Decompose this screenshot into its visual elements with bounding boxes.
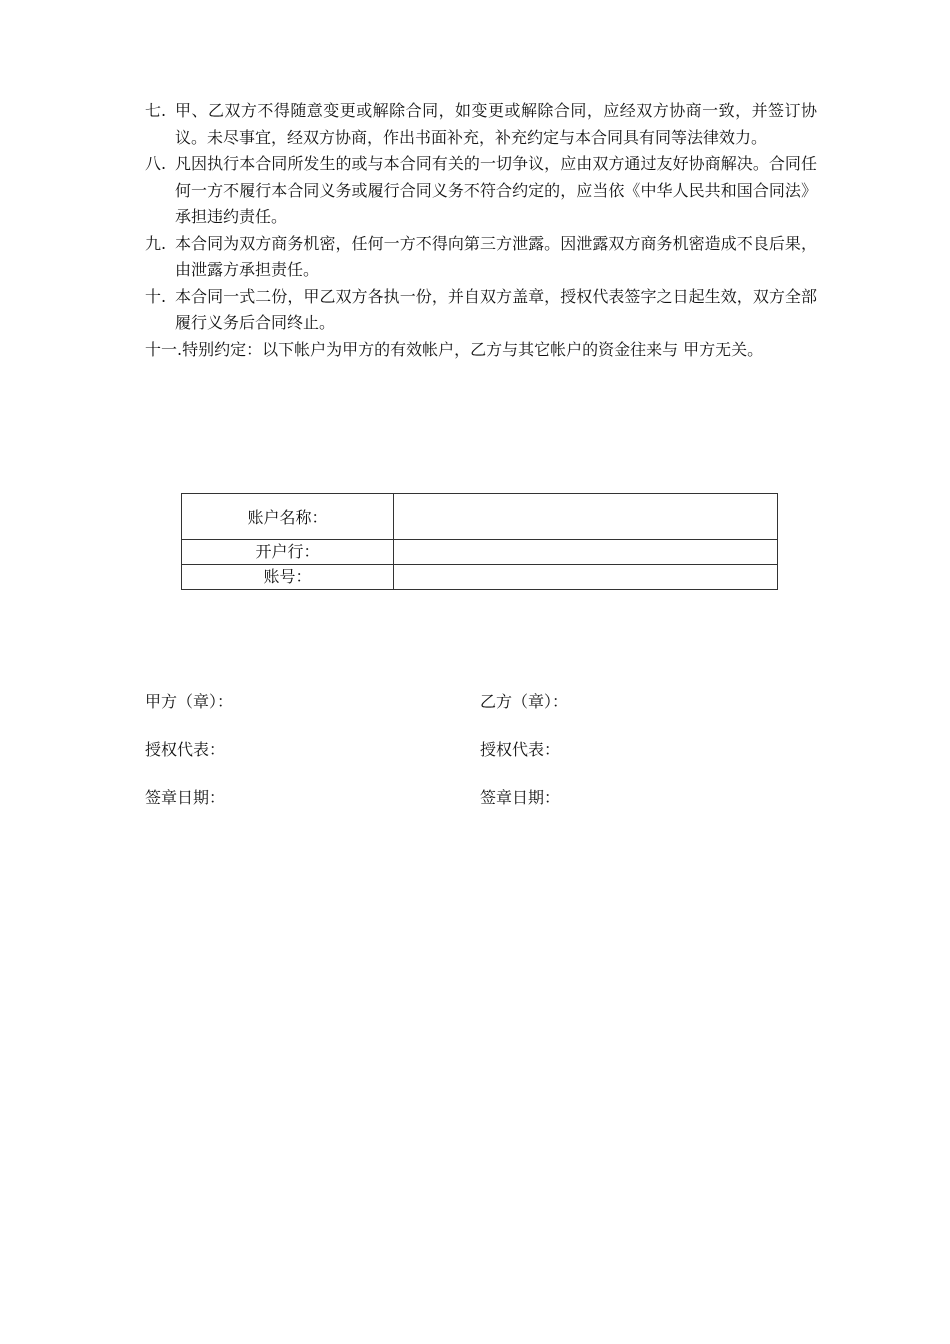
party-a-date-label: 签章日期： — [145, 788, 226, 807]
clause-8 — [145, 151, 817, 231]
contract-clauses — [145, 98, 817, 363]
party-b-date-label: 签章日期： — [480, 788, 561, 807]
party-b-rep-label: 授权代表： — [480, 740, 561, 759]
account-number-value — [394, 565, 778, 590]
clause-text: 甲、乙双方不得随意变更或解除合同，如变更或解除合同，应经双方协商一致，并签订协议。未尽事宜，经双方协商，作出书面补充，补充约定与本合同具有同等法律效力。 — [175, 101, 817, 147]
clause-text: 本合同一式二份，甲乙双方各执一份，并自双方盖章，授权代表签字之日起生效，双方全部履行义务后合同终止。 — [175, 286, 817, 332]
clause-number: 十. — [145, 286, 167, 306]
clause-7 — [145, 98, 817, 151]
clause-number: 八. — [145, 154, 167, 173]
table-row — [182, 565, 778, 590]
clause-10 — [145, 284, 817, 337]
account-name-value — [394, 494, 778, 540]
table-row — [182, 540, 778, 565]
party-b-seal-label: 乙方（章）： — [480, 692, 569, 711]
clause-text: 凡因执行本合同所发生的或与本合同有关的一切争议，应由双方通过友好协商解决。合同任何一方不履行本合同义务或履行合同义务不符合约定的，应当依《中华人民共和国合同法》承担违约责任。 — [175, 154, 817, 226]
bank-label: 开户行： — [182, 540, 394, 565]
table-row — [182, 494, 778, 540]
clause-text: 特别约定：以下帐户为甲方的有效帐户，乙方与其它帐户的资金往来与 甲方无关。 — [182, 339, 764, 359]
party-a-seal-label: 甲方（章）： — [145, 692, 234, 711]
clause-text: 本合同为双方商务机密，任何一方不得向第三方泄露。因泄露双方商务机密造成不良后果，由泄露方承担责任。 — [175, 233, 817, 279]
clause-9 — [145, 231, 817, 284]
clause-number: 九. — [145, 233, 167, 253]
account-table — [181, 493, 778, 590]
account-name-label: 账户名称： — [182, 494, 394, 540]
bank-value — [394, 540, 778, 565]
account-number-label: 账号： — [182, 565, 394, 590]
clause-number: 十一. — [145, 339, 183, 359]
clause-11 — [145, 337, 817, 364]
party-a-rep-label: 授权代表： — [145, 740, 226, 759]
clause-number: 七. — [145, 101, 167, 120]
